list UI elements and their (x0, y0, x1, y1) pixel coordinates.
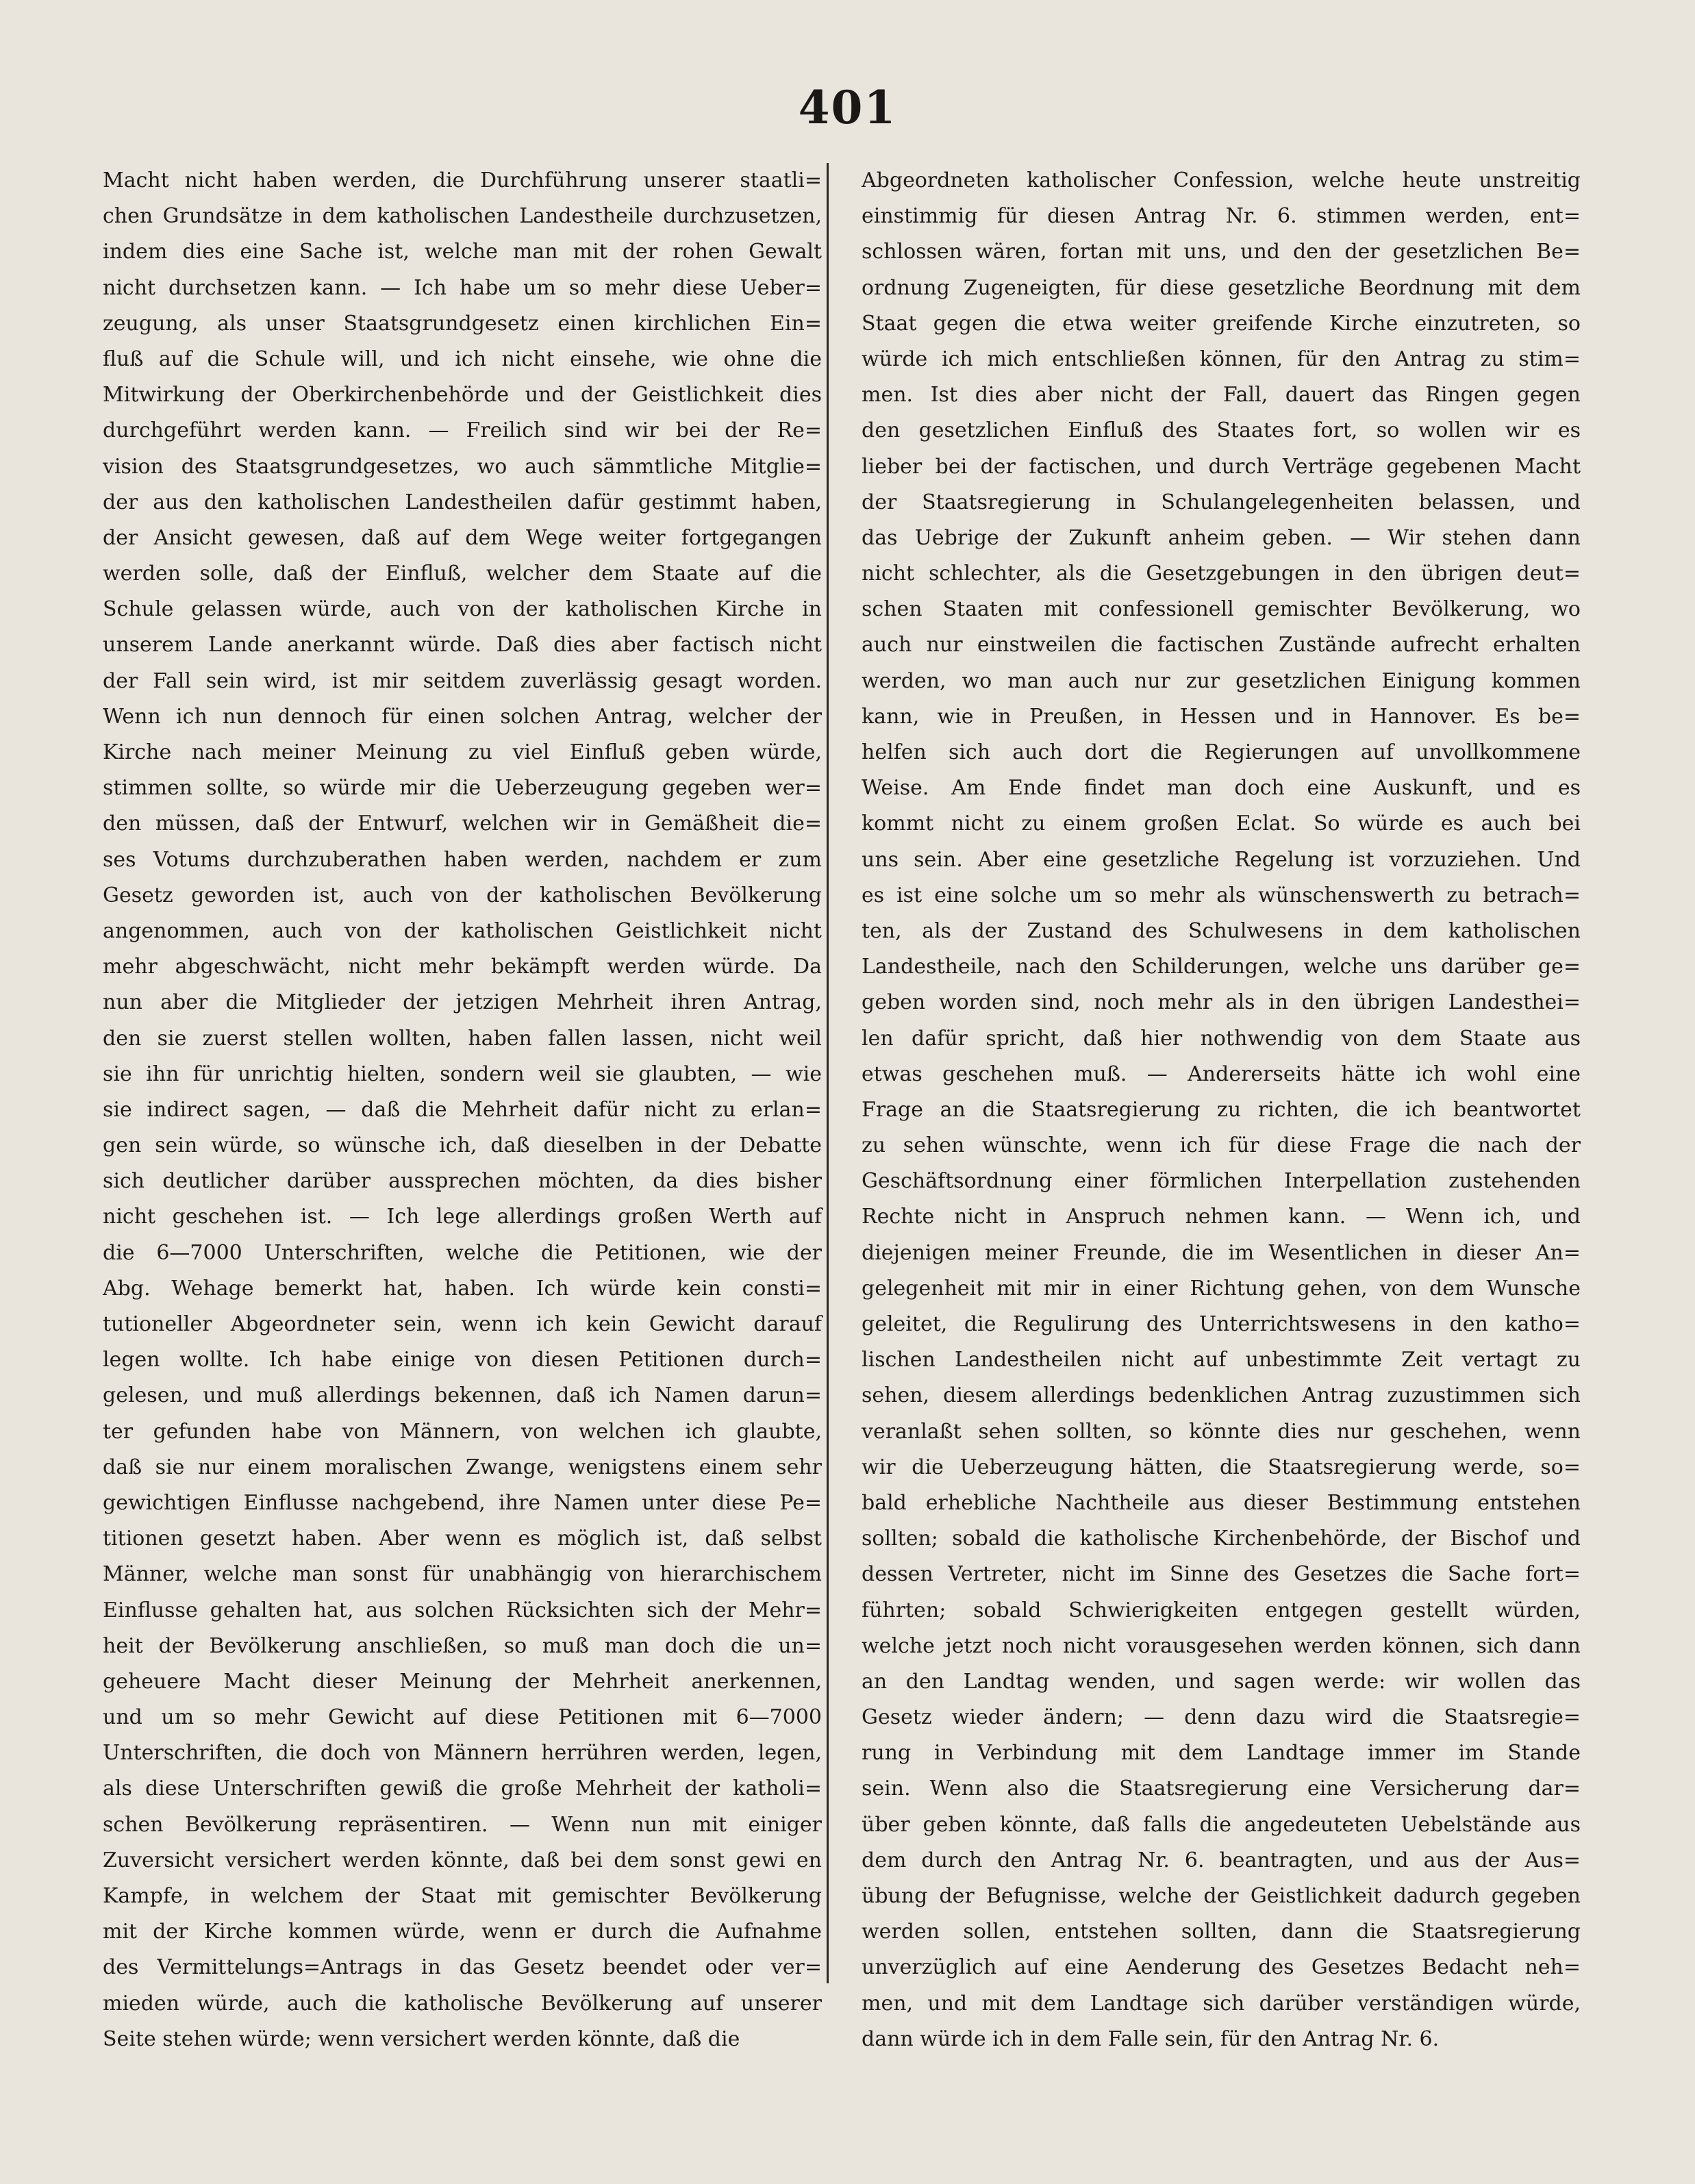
text-line: Weise. Am Ende findet man doch eine Auskunft, und es (862, 776, 1581, 801)
text-line: schen Staaten mit confessionell gemischter Bevölkerung, wo (862, 597, 1581, 622)
text-line: über geben könnte, daß falls die angedeuteten Uebelstände aus (862, 1812, 1581, 1837)
text-line: vision des Staatsgrundgesetzes, wo auch sämmtliche Mitglie= (103, 454, 822, 479)
text-line: stimmen sollte, so würde mir die Ueberzeugung gegeben wer= (103, 776, 822, 801)
text-line: rung in Verbindung mit dem Landtage immer im Stande (862, 1741, 1581, 1766)
text-line: fluß auf die Schule will, und ich nicht einsehe, wie ohne die (103, 347, 822, 371)
text-line: lieber bei der factischen, und durch Verträge gegebenen Macht (862, 454, 1581, 479)
text-line: es ist eine solche um so mehr als wünschenswerth zu betrach= (862, 883, 1581, 907)
text-line: chen Grundsätze in dem katholischen Landestheile durchzusetzen, (103, 204, 822, 229)
text-line: des Vermittelungs=Antrags in das Gesetz beendet oder ver= (103, 1955, 822, 1980)
text-line: welche jetzt noch nicht vorausgesehen werden können, sich dann (862, 1633, 1581, 1658)
text-line: bald erhebliche Nachtheile aus dieser Bestimmung entstehen (862, 1490, 1581, 1515)
text-line: dem durch den Antrag Nr. 6. beantragten, und aus der Aus= (862, 1848, 1581, 1872)
text-line: durchgeführt werden kann. — Freilich sind wir bei der Re= (103, 418, 822, 443)
text-line: den gesetzlichen Einfluß des Staates fort, so wollen wir es (862, 418, 1581, 443)
text-line: Staat gegen die etwa weiter greifende Kirche einzutreten, so (862, 311, 1581, 336)
text-line: men, und mit dem Landtage sich darüber verständigen würde, (862, 1991, 1581, 2016)
text-line: titionen gesetzt haben. Aber wenn es möglich ist, daß selbst (103, 1527, 822, 1551)
text-line: diejenigen meiner Freunde, die im Wesentlichen in dieser An= (862, 1240, 1581, 1265)
text-line: der Fall sein wird, ist mir seitdem zuverlässig gesagt worden. (103, 668, 822, 693)
text-line: an den Landtag wenden, und sagen werde: wir wollen das (862, 1669, 1581, 1694)
text-line: und um so mehr Gewicht auf diese Petitionen mit 6—7000 (103, 1705, 822, 1730)
text-line: Schule gelassen würde, auch von der katholischen Kirche in (103, 597, 822, 622)
text-line: den müssen, daß der Entwurf, welchen wir in Gemäßheit die= (103, 812, 822, 836)
text-line: Gesetz geworden ist, auch von der katholischen Bevölkerung (103, 883, 822, 907)
text-line: als diese Unterschriften gewiß die große Mehrheit der katholi= (103, 1777, 822, 1801)
text-line: sehen, diesem allerdings bedenklichen Antrag zuzustimmen sich (862, 1383, 1581, 1408)
text-line: ter gefunden habe von Männern, von welchen ich glaubte, (103, 1419, 822, 1444)
text-line: ses Votums durchzuberathen haben werden, nachdem er zum (103, 847, 822, 872)
text-column-right (862, 163, 1581, 2057)
text-line: geheuere Macht dieser Meinung der Mehrheit anerkennen, (103, 1669, 822, 1694)
text-line: Seite stehen würde; wenn versichert werden könnte, daß die (103, 2026, 740, 2051)
text-line: zu sehen wünschte, wenn ich für diese Frage die nach der (862, 1133, 1581, 1158)
text-line: uns sein. Aber eine gesetzliche Regelung ist vorzuziehen. Und (862, 847, 1581, 872)
text-line: dann würde ich in dem Falle sein, für den Antrag Nr. 6. (862, 2026, 1440, 2051)
text-line: einstimmig für diesen Antrag Nr. 6. stimmen werden, ent= (862, 204, 1581, 229)
text-line: unverzüglich auf eine Aenderung des Gesetzes Bedacht neh= (862, 1955, 1581, 1980)
text-line: angenommen, auch von der katholischen Geistlichkeit nicht (103, 918, 822, 943)
text-line: gelegenheit mit mir in einer Richtung gehen, von dem Wunsche (862, 1276, 1581, 1301)
text-line: schlossen wären, fortan mit uns, und den der gesetzlichen Be= (862, 240, 1581, 264)
text-line: gen sein würde, so wünsche ich, daß dieselben in der Debatte (103, 1133, 822, 1158)
column-divider (827, 163, 829, 1983)
text-line: sein. Wenn also die Staatsregierung eine Versicherung dar= (862, 1777, 1581, 1801)
text-line: veranlaßt sehen sollten, so könnte dies nur geschehen, wenn (862, 1419, 1581, 1444)
text-line: den sie zuerst stellen wollten, haben fallen lassen, nicht weil (103, 1026, 822, 1051)
text-line: geben worden sind, noch mehr als in den übrigen Landesthei= (862, 990, 1581, 1015)
text-line: men. Ist dies aber nicht der Fall, dauert das Ringen gegen (862, 383, 1581, 407)
text-line: lischen Landestheilen nicht auf unbestimmte Zeit vertagt zu (862, 1348, 1581, 1372)
text-line: der aus den katholischen Landestheilen dafür gestimmt haben, (103, 490, 822, 514)
text-line: nicht durchsetzen kann. — Ich habe um so mehr diese Ueber= (103, 275, 822, 300)
text-line: ten, als der Zustand des Schulwesens in dem katholischen (862, 918, 1581, 943)
text-line: Geschäftsordnung einer förmlichen Interpellation zustehenden (862, 1169, 1581, 1194)
text-line: die 6—7000 Unterschriften, welche die Petitionen, wie der (103, 1240, 822, 1265)
text-line: helfen sich auch dort die Regierungen auf unvollkommene (862, 740, 1581, 764)
text-line: sie ihn für unrichtig hielten, sondern weil sie glaubten, — wie (103, 1062, 822, 1086)
text-line: sie indirect sagen, — daß die Mehrheit dafür nicht zu erlan= (103, 1097, 822, 1122)
text-line: tutioneller Abgeordneter sein, wenn ich kein Gewicht darauf (103, 1312, 822, 1336)
text-line: das Uebrige der Zukunft anheim geben. — Wir stehen dann (862, 525, 1581, 550)
text-line: der Staatsregierung in Schulangelegenheiten belassen, und (862, 490, 1581, 514)
text-line: auch nur einstweilen die factischen Zustände aufrecht erhalten (862, 633, 1581, 657)
text-line: nun aber die Mitglieder der jetzigen Mehrheit ihren Antrag, (103, 990, 822, 1015)
text-line: Frage an die Staatsregierung zu richten, die ich beantwortet (862, 1097, 1581, 1122)
text-line: Abgeordneten katholischer Confession, welche heute unstreitig (862, 168, 1581, 192)
text-line: sollten; sobald die katholische Kirchenbehörde, der Bischof und (862, 1527, 1581, 1551)
text-line: indem dies eine Sache ist, welche man mit der rohen Gewalt (103, 240, 822, 264)
text-line: daß sie nur einem moralischen Zwange, wenigstens einem sehr (103, 1455, 822, 1479)
text-line: würde ich mich entschließen können, für den Antrag zu stim= (862, 347, 1581, 371)
text-line: werden solle, daß der Einfluß, welcher dem Staate auf die (103, 562, 822, 586)
text-line: Wenn ich nun dennoch für einen solchen Antrag, welcher der (103, 704, 822, 729)
text-line: nicht schlechter, als die Gesetzgebungen in den übrigen deut= (862, 562, 1581, 586)
text-line: führten; sobald Schwierigkeiten entgegen gestellt würden, (862, 1598, 1581, 1622)
text-line: Männer, welche man sonst für unabhängig von hierarchischem (103, 1562, 822, 1587)
text-line: ordnung Zugeneigten, für diese gesetzliche Beordnung mit dem (862, 275, 1581, 300)
text-line: Landestheile, nach den Schilderungen, welche uns darüber ge= (862, 955, 1581, 979)
text-line: gelesen, und muß allerdings bekennen, daß ich Namen darun= (103, 1383, 822, 1408)
page-number: 401 (798, 81, 897, 134)
text-line: gewichtigen Einflusse nachgebend, ihre Namen unter diese Pe= (103, 1490, 822, 1515)
text-line: Mitwirkung der Oberkirchenbehörde und der Geistlichkeit dies (103, 383, 822, 407)
text-line: mehr abgeschwächt, nicht mehr bekämpft werden würde. Da (103, 955, 822, 979)
text-line: legen wollte. Ich habe einige von diesen Petitionen durch= (103, 1348, 822, 1372)
text-line: nicht geschehen ist. — Ich lege allerdings großen Werth auf (103, 1205, 822, 1229)
text-line: Kirche nach meiner Meinung zu viel Einfluß geben würde, (103, 740, 822, 764)
text-line: Einflusse gehalten hat, aus solchen Rücksichten sich der Mehr= (103, 1598, 822, 1622)
text-line: Kampfe, in welchem der Staat mit gemischter Bevölkerung (103, 1884, 822, 1908)
text-line: werden, wo man auch nur zur gesetzlichen Einigung kommen (862, 668, 1581, 693)
text-line: len dafür spricht, daß hier nothwendig von dem Staate aus (862, 1026, 1581, 1051)
text-line: sich deutlicher darüber aussprechen möchten, da dies bisher (103, 1169, 822, 1194)
text-line: kommt nicht zu einem großen Eclat. So würde es auch bei (862, 812, 1581, 836)
text-line: Unterschriften, die doch von Männern herrühren werden, legen, (103, 1741, 822, 1766)
text-line: etwas geschehen muß. — Andererseits hätte ich wohl eine (862, 1062, 1581, 1086)
text-line: wir die Ueberzeugung hätten, die Staatsregierung werde, so= (862, 1455, 1581, 1479)
text-line: mieden würde, auch die katholische Bevölkerung auf unserer (103, 1991, 822, 2016)
text-line: geleitet, die Regulirung des Unterrichtswesens in den katho= (862, 1312, 1581, 1336)
text-line: Gesetz wieder ändern; — denn dazu wird die Staatsregie= (862, 1705, 1581, 1730)
text-line: unserem Lande anerkannt würde. Daß dies aber factisch nicht (103, 633, 822, 657)
text-line: schen Bevölkerung repräsentiren. — Wenn nun mit einiger (103, 1812, 822, 1837)
text-column-left (103, 163, 822, 2057)
text-line: Zuversicht versichert werden könnte, daß bei dem sonst gewi en (103, 1848, 822, 1872)
text-line: mit der Kirche kommen würde, wenn er durch die Aufnahme (103, 1920, 822, 1944)
text-line: der Ansicht gewesen, daß auf dem Wege weiter fortgegangen (103, 525, 822, 550)
text-line: kann, wie in Preußen, in Hessen und in Hannover. Es be= (862, 704, 1581, 729)
text-line: werden sollen, entstehen sollten, dann die Staatsregierung (862, 1920, 1581, 1944)
text-line: zeugung, als unser Staatsgrundgesetz einen kirchlichen Ein= (103, 311, 822, 336)
text-line: heit der Bevölkerung anschließen, so muß man doch die un= (103, 1633, 822, 1658)
text-line: dessen Vertreter, nicht im Sinne des Gesetzes die Sache fort= (862, 1562, 1581, 1587)
text-line: Abg. Wehage bemerkt hat, haben. Ich würde kein consti= (103, 1276, 822, 1301)
text-line: Rechte nicht in Anspruch nehmen kann. — Wenn ich, und (862, 1205, 1581, 1229)
text-line: Macht nicht haben werden, die Durchführung unserer staatli= (103, 168, 822, 192)
text-line: übung der Befugnisse, welche der Geistlichkeit dadurch gegeben (862, 1884, 1581, 1908)
